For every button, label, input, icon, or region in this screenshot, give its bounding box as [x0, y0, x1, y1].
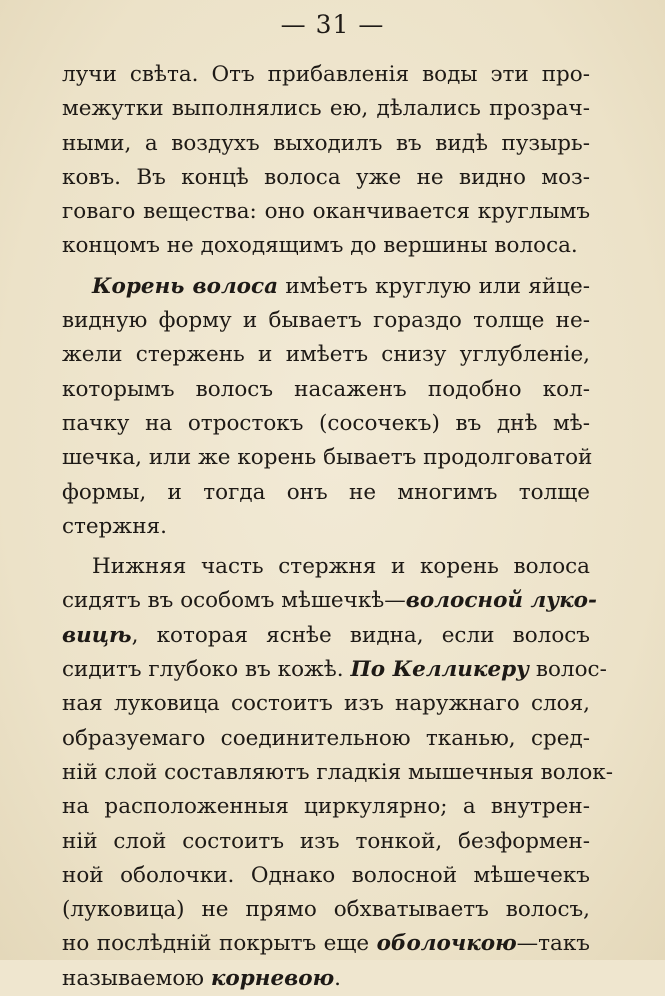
text-segment: жели стержень и имѣетъ снизу углубленіе, — [62, 342, 590, 368]
text-segment: ковъ. Въ концѣ волоса уже не видно моз- — [62, 164, 590, 190]
text-line — [62, 722, 590, 756]
text-line — [62, 893, 590, 927]
text-segment: которымъ волосъ насаженъ подобно кол- — [62, 376, 590, 402]
text-line — [62, 619, 590, 653]
text-line — [62, 338, 590, 372]
text-line — [62, 373, 590, 407]
text-segment: говаго вещества: оно оканчивается круглымъ — [62, 199, 590, 225]
text-segment: пачку на отростокъ (сосочекъ) въ днѣ мѣ- — [62, 410, 590, 436]
text-line — [62, 304, 590, 338]
text-line — [62, 962, 590, 996]
text-line — [62, 441, 593, 475]
text-line — [62, 653, 607, 687]
text-segment: (луковица) не прямо обхватываетъ волосъ, — [62, 897, 590, 923]
text-segment: концомъ не доходящимъ до вершины волоса. — [62, 233, 578, 259]
text-line — [62, 825, 590, 859]
text-line — [62, 407, 590, 441]
text-segment: стержня. — [62, 513, 167, 539]
text-segment: называемою — [62, 965, 211, 991]
text-line — [62, 229, 590, 263]
text-line — [62, 584, 597, 618]
paragraph — [62, 270, 593, 544]
text-line — [62, 927, 590, 961]
text-line — [62, 687, 590, 721]
text-line — [62, 58, 590, 92]
text-segment: ной оболочки. Однако волосной мѣшечекъ — [62, 862, 590, 888]
text-segment: формы, и тогда онъ не многимъ толще — [62, 479, 590, 505]
text-line — [62, 476, 590, 510]
text-line — [62, 92, 590, 126]
text-line — [62, 756, 614, 790]
emphasis-text: вицѣ — [62, 622, 132, 648]
text-segment: , которая яснѣе видна, если волосъ — [131, 622, 590, 648]
text-segment: сидитъ глубоко въ кожѣ. — [62, 657, 351, 683]
text-segment: но послѣдній покрытъ еще — [62, 931, 377, 957]
text-line — [62, 161, 590, 195]
text-line — [62, 195, 590, 229]
body-text — [62, 58, 614, 996]
text-segment: на расположенныя циркулярно; а внутрен- — [62, 794, 590, 820]
text-line — [62, 270, 590, 304]
text-segment: ній слой составляютъ гладкія мышечныя волок- — [62, 759, 614, 785]
emphasis-text: корневою — [210, 965, 335, 991]
paragraph — [62, 550, 614, 996]
text-segment: имѣетъ круглую или яйце- — [278, 273, 590, 299]
text-segment: образуемаго соединительною тканью, сред- — [62, 725, 590, 751]
text-segment: Нижняя часть стержня и корень волоса — [92, 554, 590, 580]
text-segment: волос- — [529, 657, 607, 683]
text-segment: ній слой состоитъ изъ тонкой, безформен- — [62, 828, 590, 854]
text-segment: . — [334, 965, 341, 991]
text-segment: —такъ — [516, 931, 590, 957]
text-segment: ными, а воздухъ выходилъ въ видѣ пузырь- — [62, 130, 590, 156]
text-line — [62, 790, 590, 824]
emphasis-text: волосной луко- — [405, 588, 597, 614]
emphasis-text: Корень волоса — [92, 273, 279, 299]
text-line — [62, 550, 590, 584]
emphasis-text: оболочкою — [376, 931, 517, 957]
text-line — [62, 127, 590, 161]
text-segment: ная луковица состоитъ изъ наружнаго слоя, — [62, 691, 590, 717]
text-segment: сидятъ въ особомъ мѣшечкѣ— — [62, 588, 406, 614]
text-segment: лучи свѣта. Отъ прибавленія воды эти про- — [62, 62, 590, 87]
page-number: — 31 — — [280, 10, 385, 39]
text-segment: видную форму и бываетъ гораздо толще не- — [62, 308, 590, 334]
emphasis-text: По Келликеру — [350, 657, 530, 683]
text-segment: шечка, или же корень бываетъ продолговатой — [62, 445, 593, 471]
text-line — [62, 859, 590, 893]
text-line — [62, 510, 590, 544]
paragraph — [62, 58, 590, 264]
text-segment: межутки выполнялись ею, дѣлались прозрач- — [62, 96, 590, 122]
